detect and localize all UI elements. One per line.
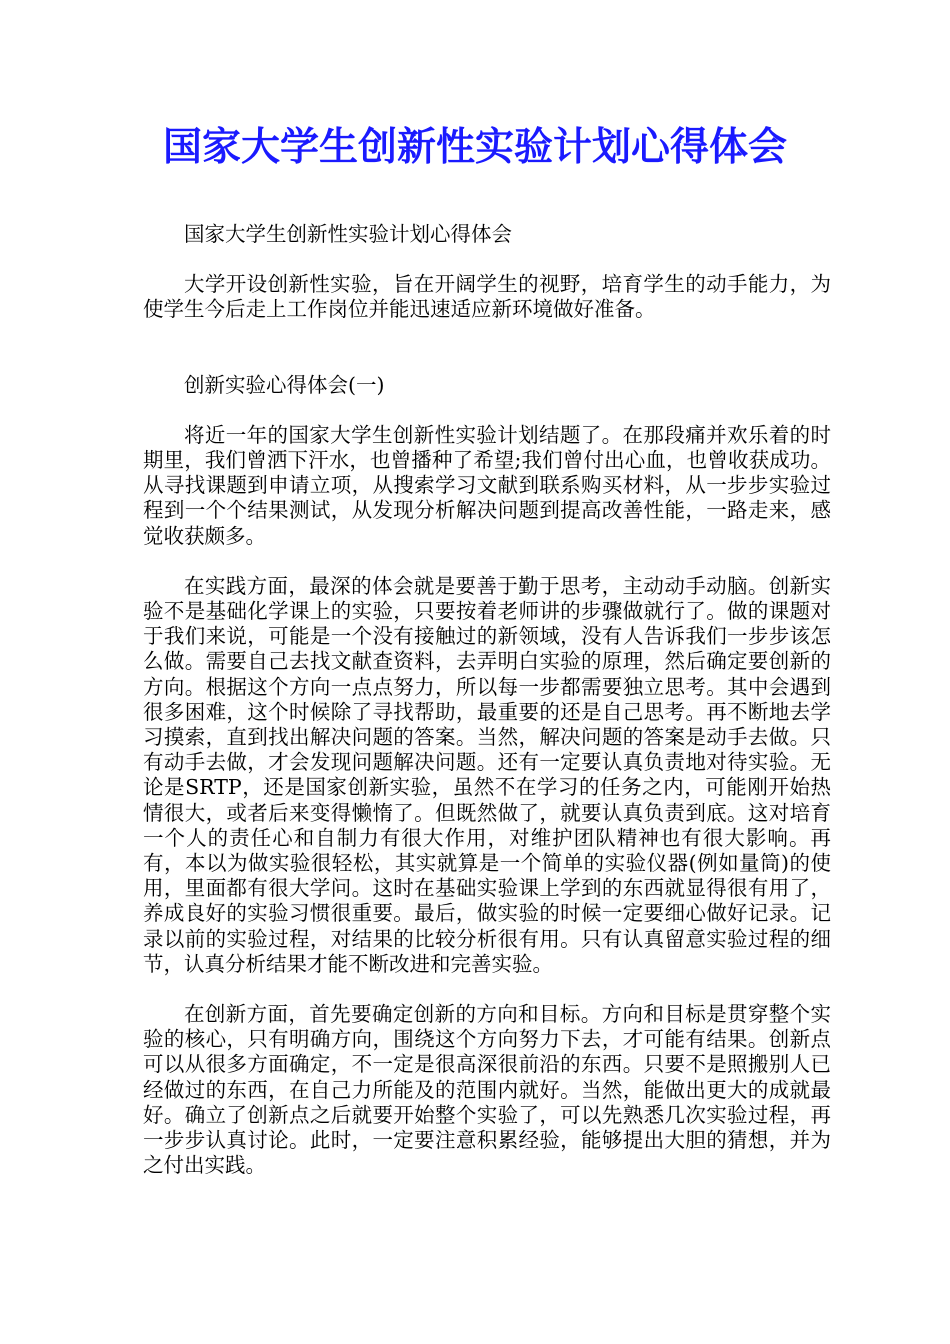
page-title: 国家大学生创新性实验计划心得体会 bbox=[162, 124, 787, 170]
document-subtitle: 国家大学生创新性实验计划心得体会 bbox=[184, 222, 512, 246]
section-heading: 创新实验心得体会(一) bbox=[184, 372, 385, 397]
body-paragraph-1: 将近一年的国家大学生创新性实验计划结题了。在那段痛并欢乐着的时期里，我们曾洒下汗水，也曾播种了希望;我们曾付出心血，也曾收获成功。从寻找课题到申请立项，从搜索学习文献到联系购买材料，从一步步实验过程到一个个结果测试，从发现分析解决问题到提高改善性能，一路走来，感觉收获颇多。 bbox=[143, 422, 831, 548]
intro-paragraph: 大学开设创新性实验，旨在开阔学生的视野，培育学生的动手能力，为使学生今后走上工作岗位并能迅速适应新环境做好准备。 bbox=[143, 272, 831, 322]
body-paragraph-3: 在创新方面，首先要确定创新的方向和目标。方向和目标是贯穿整个实验的核心，只有明确方向，围绕这个方向努力下去，才可能有结果。创新点可以从很多方面确定，不一定是很高深很前沿的东西。只要不是照搬别人已经做过的东西，在自己力所能及的范围内就好。当然，能做出更大的成就最好。确立了创新点之后就要开始整个实验了，可以先熟悉几次实验过程，再一步步认真讨论。此时，一定要注意积累经验，能够提出大胆的猜想，并为之付出实践。 bbox=[143, 1002, 831, 1178]
body-paragraph-2: 在实践方面，最深的体会就是要善于勤于思考，主动动手动脑。创新实验不是基础化学课上的实验，只要按着老师讲的步骤做就行了。做的课题对于我们来说，可能是一个没有接触过的新领域，没有人告诉我们一步步该怎么做。需要自己去找文献查资料，去弄明白实验的原理，然后确定要创新的方向。根据这个方向一点点努力，所以每一步都需要独立思考。其中会遇到很多困难，这个时候除了寻找帮助，最重要的还是自己思考。再不断地去学习摸索，直到找出解决问题的答案。当然，解决问题的答案是动手去做。只有动手去做，才会发现问题解决问题。还有一定要认真负责地对待实验。无论是SRTP，还是国家创新实验，虽然不在学习的任务之内，可能刚开始热情很大，或者后来变得懒惰了。但既然做了，就要认真负责到底。这对培育一个人的责任心和自制力有很大作用，对维护团队精神也有很大影响。再有，本以为做实验很轻松，其实就算是一个简单的实验仪器(例如量筒)的使用，里面都有很大学问。这时在基础实验课上学到的东西就显得很有用了，养成良好的实验习惯很重要。最后，做实验的时候一定要细心做好记录。记录以前的实验过程，对结果的比较分析很有用。只有认真留意实验过程的细节，认真分析结果才能不断改进和完善实验。 bbox=[143, 573, 831, 976]
document-body bbox=[143, 222, 831, 1204]
